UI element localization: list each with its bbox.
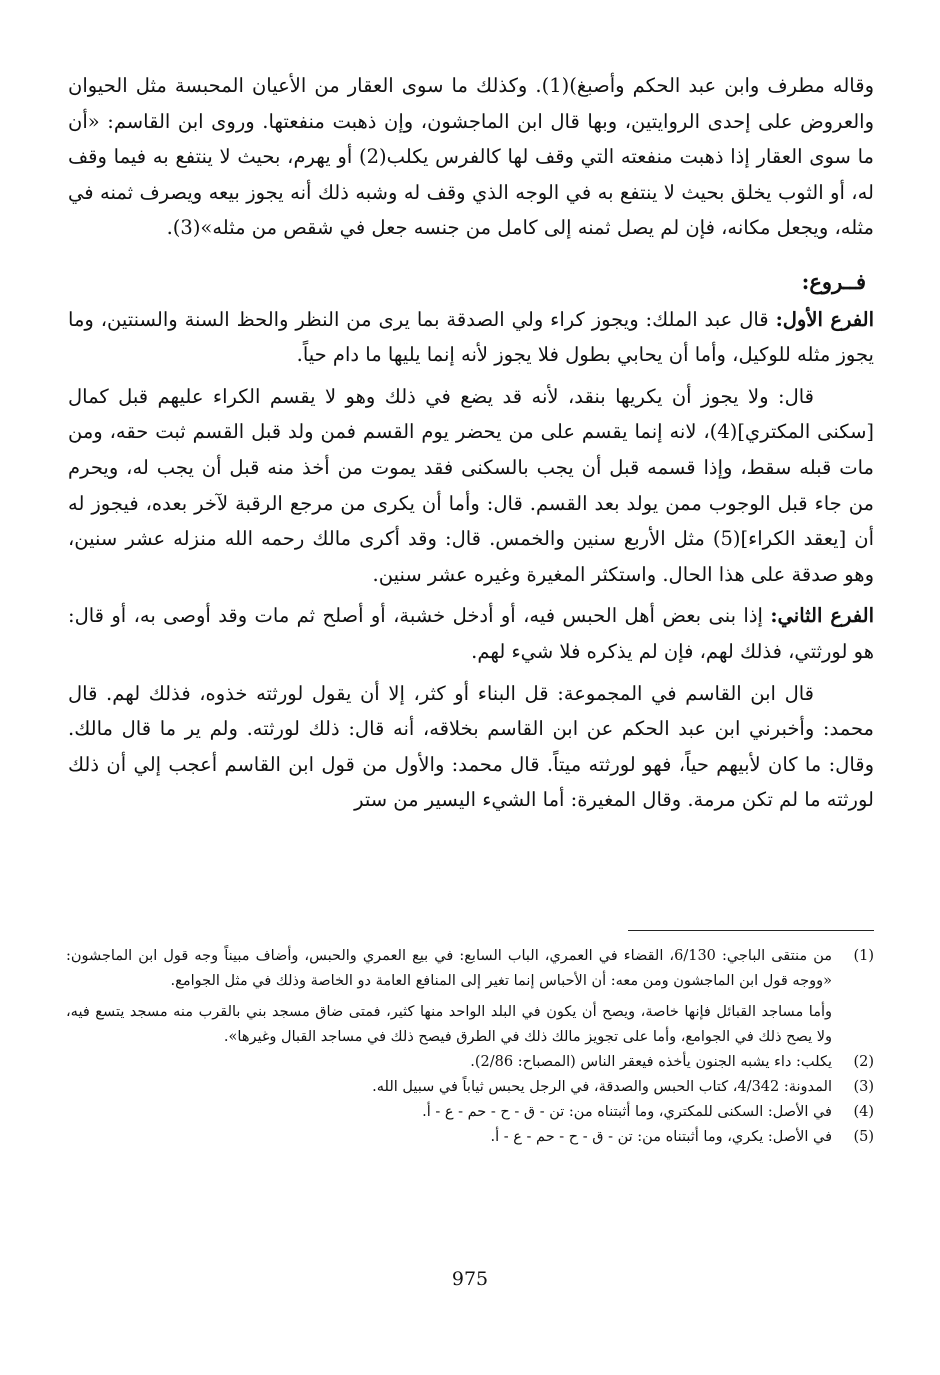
footnote-text: يكلب: داء يشبه الجنون يأخذه فيعقر الناس (المصباح: 2/86). bbox=[470, 1054, 832, 1070]
footnote-text: في الأصل: السكنى للمكتري، وما أثبتناه من: تن - ق - ح - حم - ع - أ. bbox=[422, 1104, 832, 1120]
footnote-1 bbox=[66, 944, 874, 1050]
branch-two-title: الفرع الثاني: bbox=[770, 604, 874, 628]
footnote-number: (4) bbox=[853, 1104, 874, 1120]
section-heading: فــروع: bbox=[801, 268, 866, 294]
page-number: 975 bbox=[451, 1268, 489, 1290]
footnote-number: (2) bbox=[853, 1054, 874, 1070]
branch-one-title: الفرع الأول: bbox=[775, 307, 875, 331]
footnote-5 bbox=[66, 1125, 874, 1150]
paragraph-rental: قال: ولا يجوز أن يكريها بنقد، لأنه قد يضع في ذلك وهو لا يقسم الكراء عليهم قبل كمال [سكنى المكتري](4)، لانه إنما يقسم على من يحضر يوم القسم فمن ولد قبل القسم ثبت حقه، ومن مات قبله سقط، وإذا قسمه قبل أن يجب بالسكنى فقد يموت من أخذ منه قبل أن يجب له، ويحرم من جاء قبل الوجوب ممن يولد بعد القسم. قال: وأما أن يكرى من مرجع الرقبة لآخر بعده، فيجوز له أن [يعقد الكراء](5) مثل الأربع سنين والخمس. قال: وقد أكرى مالك رحمه الله منزله عشر سنين، وهو صدقة على هذا الحال. واستكثر المغيرة وغيره عشر سنين. bbox=[68, 384, 875, 586]
branch-one-text: قال عبد الملك: ويجوز كراء ولي الصدقة بما يرى من النظر والحظ السنة والسنتين، وما يجوز مثله للوكيل، وأما أن يحابي بطول فلا يجوز لأنه إنما يليها ما دام حياً. bbox=[68, 307, 874, 367]
footnote-separator bbox=[628, 930, 874, 931]
paragraph-branch-one bbox=[68, 302, 874, 373]
footnote-number: (1) bbox=[853, 948, 874, 964]
footnote-3 bbox=[66, 1075, 874, 1100]
branch-two-text: إذا بنى بعض أهل الحبس فيه، أو أدخل خشبة، أو أصلح ثم مات وقد أوصى به، أو قال: هو لورثتي، فذلك لهم، فإن لم يذكره فلا شيء لهم. bbox=[68, 604, 874, 663]
paragraph-branch-two bbox=[68, 598, 874, 669]
footnote-4 bbox=[66, 1100, 874, 1125]
footnote-text: في الأصل: يكري، وما أثبتناه من: تن - ق - ح - حم - ع - أ. bbox=[490, 1129, 832, 1145]
footnote-number: (5) bbox=[853, 1129, 874, 1145]
paragraph-intro: وقاله مطرف وابن عبد الحكم وأصبغ)(1). وكذلك ما سوى العقار من الأعيان المحبسة مثل الحيوان والعروض على إحدى الروايتين، وبها قال ابن الماجشون، وإن ذهبت منفعتها. وروى ابن القاسم: «أن ما سوى العقار إذا ذهبت منفعته التي وقف لها كالفرس يكلب(2) أو يهرم، بحيث لا ينتفع به فيما وقف له، أو الثوب يخلق بحيث لا ينتفع به في الوجه الذي وقف له وشبه ذلك أنه يجوز بيعه ويصرف ثمنه في مثله، ويجعل مكانه، فإن لم يصل ثمنه إلى كامل من جنسه جعل في شقص من مثله»(3). bbox=[68, 74, 874, 240]
footnote-text: من منتقى الباجي: 6/130، القضاء في العمري، الباب السابع: في بيع العمري والحبس، وأضاف مبيناً وجه قول ابن الماجشون: «ووجه قول ابن الماجشون ومن معه: أن الأحباس إنما تغير إلى المنافع العامة دو الخاصة وذلك في مثل الجوامع. bbox=[66, 948, 833, 989]
footnote-2 bbox=[66, 1050, 874, 1075]
main-text bbox=[68, 68, 874, 818]
footnote-text: المدونة: 4/342، كتاب الحبس والصدقة، في الرجل يحبس ثياباً في سبيل الله. bbox=[372, 1079, 832, 1095]
footnote-continuation: وأما مساجد القبائل فإنها خاصة، ويصح أن يكون في البلد الواحد منها كثير، فمتى ضاق مسجد بني بالقرب منه مسجد يتسع فيه، ولا يصح ذلك في الجوامع، وأما على تجويز مالك ذلك في الطرق فيصح ذلك في مساجد القبال وغيرها». bbox=[66, 1004, 832, 1045]
footnote-number: (3) bbox=[853, 1079, 874, 1095]
footnotes bbox=[66, 944, 874, 1150]
paragraph-ibn-qasim: قال ابن القاسم في المجموعة: قل البناء أو كثر، إلا أن يقول لورثته خذوه، فذلك لهم. قال محمد: وأخبرني ابن عبد الحكم عن ابن القاسم بخلاقه، أنه قال: ذلك لورثته. ولم ير ما قال مالك. وقال: ما كان لأبيهم حياً، فهو لورثته ميتاً. قال محمد: والأول من قول ابن القاسم أعجب إلي أن ذلك لورثته ما لم تكن مرمة. وقال المغيرة: أما الشيء اليسير من ستر bbox=[68, 681, 874, 812]
